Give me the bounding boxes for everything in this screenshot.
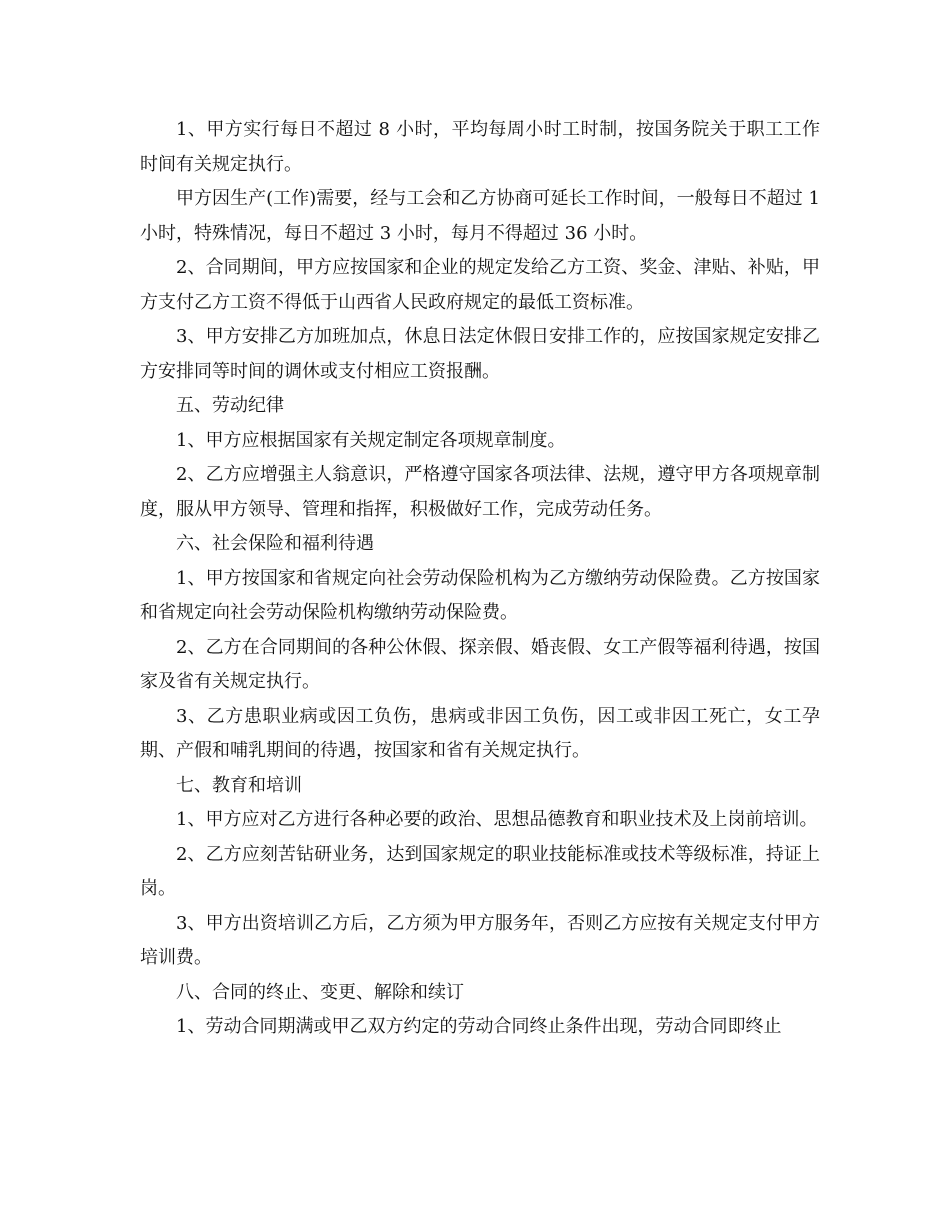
- paragraph-overtime-limit: 甲方因生产(工作)需要，经与工会和乙方协商可延长工作时间，一般每日不超过 1 小时，特殊情况，每日不超过 3 小时，每月不得超过 36 小时。: [140, 188, 820, 244]
- section-heading-contract-termination: 八、合同的终止、变更、解除和续订: [176, 981, 464, 1003]
- paragraph-skill-standards: 2、乙方应刻苦钻研业务，达到国家规定的职业技能标准或技术等级标准，持证上岗。: [140, 843, 820, 899]
- paragraph-training-service: 3、甲方出资培训乙方后，乙方须为甲方服务年，否则乙方应按有关规定支付甲方培训费。: [140, 912, 820, 968]
- paragraph-contract-expiry: 1、劳动合同期满或甲乙双方约定的劳动合同终止条件出现，劳动合同即终止: [176, 1016, 782, 1037]
- paragraph-insurance-fees: 1、甲方按国家和省规定向社会劳动保险机构为乙方缴纳劳动保险费。乙方按国家和省规定向社会劳动保险机构缴纳劳动保险费。: [140, 567, 820, 623]
- paragraph-work-hours: 1、甲方实行每日不超过 8 小时，平均每周小时工时制，按国务院关于职工工作时间有关规定执行。: [140, 119, 820, 175]
- paragraph-injury-benefits: 3、乙方患职业病或因工负伤，患病或非因工负伤，因工或非因工死亡，女工孕期、产假和哺乳期间的待遇，按国家和省有关规定执行。: [140, 705, 820, 761]
- paragraph-rules: 1、甲方应根据国家有关规定制定各项规章制度。: [176, 429, 566, 451]
- section-heading-social-insurance: 六、社会保险和福利待遇: [176, 533, 374, 554]
- section-heading-education-training: 七、教育和培训: [176, 774, 302, 796]
- section-heading-labor-discipline: 五、劳动纪律: [176, 395, 284, 416]
- paragraph-training-provision: 1、甲方应对乙方进行各种必要的政治、思想品德教育和职业技术及上岗前培训。: [176, 809, 818, 830]
- paragraph-wages: 2、合同期间，甲方应按国家和企业的规定发给乙方工资、奖金、津贴、补贴，甲方支付乙方工资不得低于山西省人民政府规定的最低工资标准。: [140, 257, 820, 313]
- paragraph-leave-benefits: 2、乙方在合同期间的各种公休假、探亲假、婚丧假、女工产假等福利待遇，按国家及省有关规定执行。: [140, 636, 820, 692]
- document-body: [140, 113, 820, 1045]
- paragraph-overtime-compensation: 3、甲方安排乙方加班加点，休息日法定休假日安排工作的，应按国家规定安排乙方安排同等时间的调休或支付相应工资报酬。: [140, 326, 820, 382]
- paragraph-compliance: 2、乙方应增强主人翁意识，严格遵守国家各项法律、法规，遵守甲方各项规章制度，服从甲方领导、管理和指挥，积极做好工作，完成劳动任务。: [140, 464, 820, 520]
